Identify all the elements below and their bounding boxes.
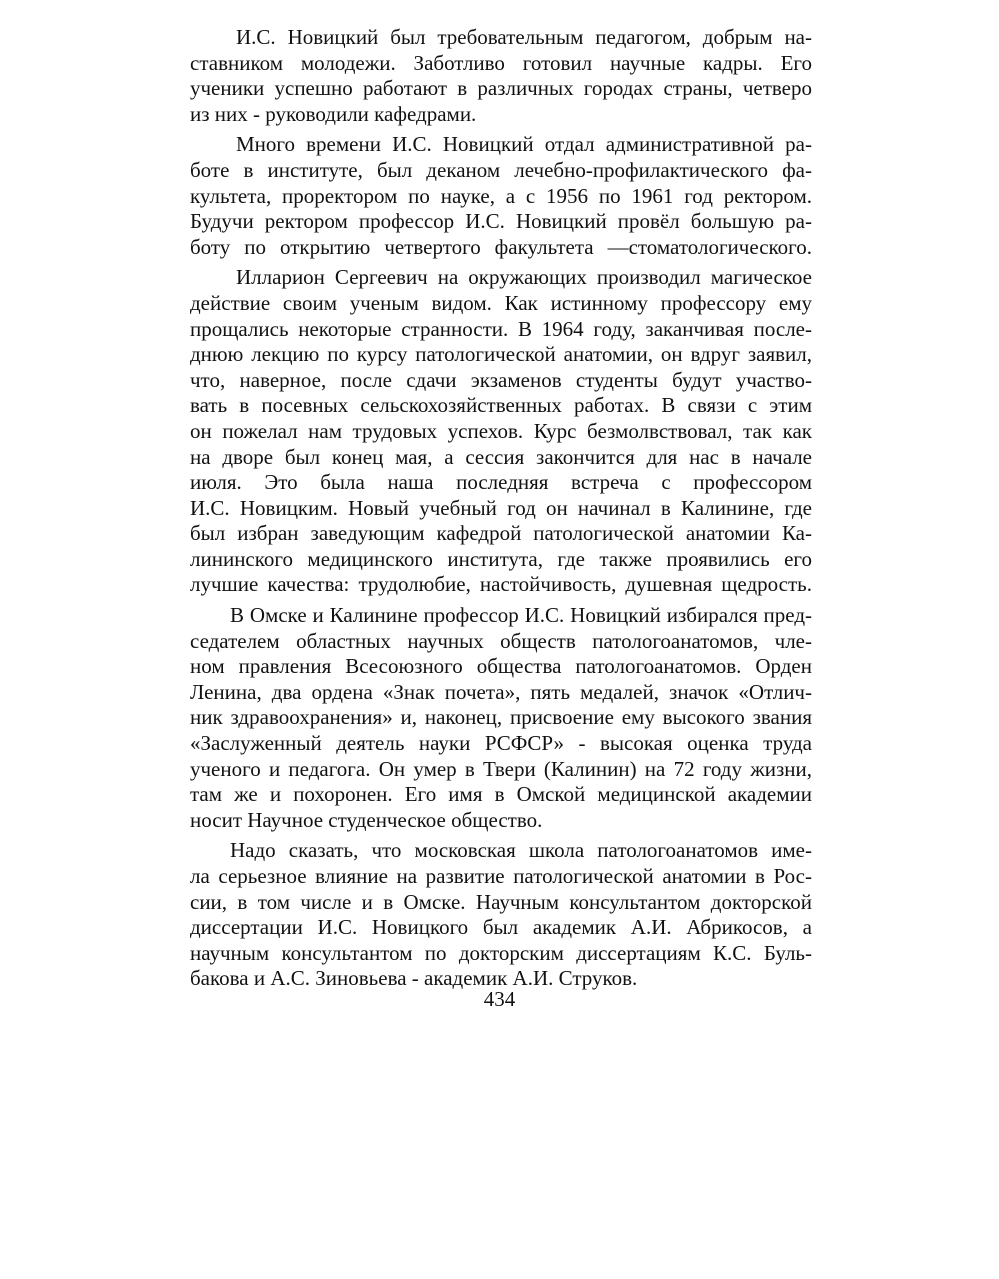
text-line: Будучи ректором профессор И.С. Новицкий провёл большую ра- — [190, 209, 812, 234]
text-line: Много времени И.С. Новицкий отдал административной ра- — [236, 132, 812, 157]
text-line: ник здравоохранения» и, наконец, присвоение ему высокого звания — [190, 705, 812, 730]
text-line: вать в посевных сельскохозяйственных работах. В связи с этим — [190, 393, 812, 418]
text-line: сии, в том числе и в Омске. Научным консультантом докторской — [190, 889, 812, 914]
text-line: он пожелал нам трудовых успехов. Курс безмолвствовал, так как — [190, 418, 812, 443]
text-line: лининского медицинского института, где также проявились его — [190, 546, 812, 571]
text-line: что, наверное, после сдачи экзаменов студенты будут участво- — [190, 367, 812, 392]
page-number: 434 — [483, 987, 516, 1011]
body-text — [190, 25, 812, 997]
text-line: лучшие качества: трудолюбие, настойчивость, душевная щедрость. — [190, 572, 812, 597]
text-line: Ленина, два ордена «Знак почета», пять медалей, значок «Отлич- — [190, 679, 812, 704]
text-line: Илларион Сергеевич на окружающих производил магическое — [236, 265, 812, 290]
text-line: диссертации И.С. Новицкого был академик А.И. Абрикосов, а — [190, 915, 812, 940]
paragraph-1 — [190, 25, 812, 127]
text-line: бакова и А.С. Зиновьева - академик А.И. Струков. — [190, 966, 638, 991]
text-line: научным консультантом по докторским диссертациям К.С. Буль- — [190, 940, 812, 965]
text-line: И.С. Новицкий был требовательным педагогом, добрым на- — [236, 25, 812, 49]
paragraph-3 — [190, 265, 812, 598]
paragraph-4 — [190, 603, 812, 833]
text-line: В Омске и Калинине профессор И.С. Новицкий избирался пред- — [230, 603, 812, 628]
text-line: боту по открытию четвертого факультета —стоматологического. — [190, 234, 812, 259]
text-line: носит Научное студенческое общество. — [190, 807, 543, 832]
text-line: был избран заведующим кафедрой патологической анатомии Ка- — [190, 521, 812, 546]
paragraph-2 — [190, 132, 812, 260]
text-line: ученики успешно работают в различных городах страны, четверо — [190, 76, 812, 101]
text-line: днюю лекцию по курсу патологической анатомии, он вдруг заявил, — [190, 342, 812, 367]
text-line: Надо сказать, что московская школа патологоанатомов име- — [230, 838, 812, 863]
text-line: боте в институте, был деканом лечебно-профилактического фа- — [190, 157, 812, 182]
text-line: июля. Это была наша последняя встреча с профессором — [190, 470, 812, 495]
paragraph-5 — [190, 838, 812, 992]
text-line: прощались некоторые странности. В 1964 году, заканчивая после- — [190, 316, 812, 341]
text-line: И.С. Новицким. Новый учебный год он начинал в Калинине, где — [190, 495, 812, 520]
text-line: ученого и педагога. Он умер в Твери (Калинин) на 72 году жизни, — [190, 756, 812, 781]
text-line: на дворе был конец мая, а сессия закончится для нас в начале — [190, 444, 812, 469]
text-line: действие своим ученым видом. Как истинному профессору ему — [190, 290, 812, 315]
text-line: культета, проректором по науке, а с 1956 по 1961 год ректором. — [190, 183, 812, 208]
text-line: ла серьезное влияние на развитие патологической анатомии в Рос- — [190, 864, 812, 888]
text-line: седателем областных научных обществ патологоанатомов, чле- — [190, 628, 812, 653]
text-line: там же и похоронен. Его имя в Омской медицинской академии — [190, 782, 812, 807]
text-line: из них - руководили кафедрами. — [190, 101, 477, 126]
text-line: «Заслуженный деятель науки РСФСР» - высокая оценка труда — [190, 731, 812, 756]
text-line: ном правления Всесоюзного общества патологоанатомов. Орден — [190, 654, 812, 679]
text-line: ставником молодежи. Заботливо готовил научные кадры. Его — [190, 50, 812, 75]
